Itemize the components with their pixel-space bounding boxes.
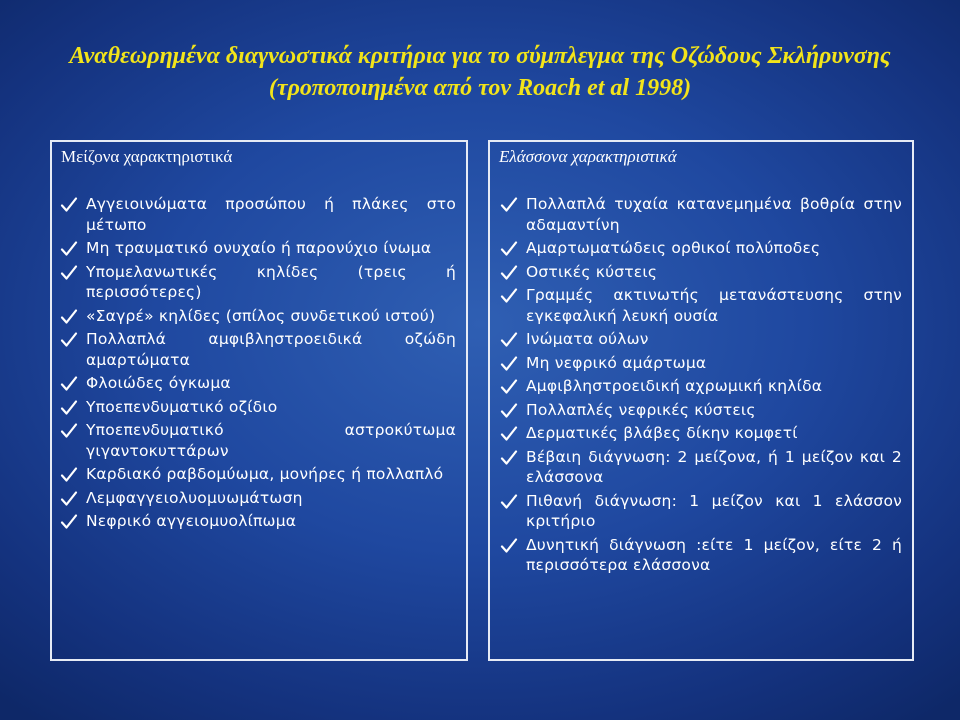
minor-list	[496, 194, 902, 579]
list-item	[496, 262, 902, 283]
list-item	[496, 447, 902, 488]
list-item-text: Γραμμές ακτινωτής μετανάστευσης στην εγκεφαλική λευκή ουσία	[526, 286, 902, 325]
checkmark-icon	[500, 331, 518, 349]
list-item-text: Μη τραυματικό ονυχαίο ή παρονύχιο ίνωμα	[86, 239, 432, 257]
list-item-text: Υπομελανωτικές κηλίδες (τρεις ή περισσότερες)	[86, 262, 456, 301]
list-item	[496, 329, 902, 350]
slide-title	[0, 40, 960, 104]
checkmark-icon	[500, 537, 518, 555]
list-item	[56, 194, 456, 235]
list-item-text: Υποεπενδυματικό οζίδιο	[86, 397, 278, 416]
checkmark-icon	[500, 493, 518, 511]
list-item	[496, 353, 902, 374]
minor-criteria-box	[488, 140, 914, 661]
title-line-2: (τροποποιημένα από τον Roach et al 1998)	[268, 75, 692, 101]
checkmark-icon	[60, 422, 78, 440]
list-item	[56, 262, 456, 303]
list-item-text: Πιθανή διάγνωση: 1 μείζον και 1 ελάσσον κριτήριο	[526, 491, 902, 530]
checkmark-icon	[60, 308, 78, 326]
list-item-text: Πολλαπλά τυχαία κατανεμημένα βοθρία στην αδαμαντίνη	[526, 195, 902, 234]
list-item	[496, 423, 902, 444]
checkmark-icon	[60, 399, 78, 417]
list-item	[496, 400, 902, 421]
checkmark-icon	[60, 331, 78, 349]
checkmark-icon	[500, 264, 518, 282]
checkmark-icon	[500, 287, 518, 305]
list-item	[56, 511, 456, 532]
list-item	[56, 420, 456, 461]
list-item-text: Ινώματα ούλων	[526, 330, 649, 348]
major-criteria-box	[50, 140, 468, 661]
list-item	[56, 329, 456, 370]
checkmark-icon	[60, 196, 78, 214]
list-item-text: Αμφιβληστροειδική αχρωμική κηλίδα	[526, 377, 823, 395]
list-item-text: Πολλαπλά αμφιβληστροειδικά οζώδη αμαρτώματα	[86, 330, 456, 369]
checkmark-icon	[500, 355, 518, 373]
list-item	[496, 285, 902, 326]
minor-heading: Ελάσσονα χαρακτηριστικά	[499, 147, 677, 166]
list-item-text: Μη νεφρικό αμάρτωμα	[526, 353, 707, 372]
checkmark-icon	[60, 264, 78, 282]
list-item-text: Δερματικές βλάβες δίκην κομφετί	[526, 424, 798, 442]
list-item-text: Λεμφαγγειολυομυωμάτωση	[86, 488, 303, 507]
list-item-text: «Σαγρέ» κηλίδες (σπίλος συνδετικού ιστού)	[86, 306, 436, 325]
list-item	[496, 535, 902, 576]
checkmark-icon	[60, 490, 78, 508]
list-item	[496, 194, 902, 235]
major-heading: Μείζονα χαρακτηριστικά	[61, 147, 233, 166]
list-item	[496, 238, 902, 259]
list-item-text: Δυνητική διάγνωση :είτε 1 μείζον, είτε 2 ή περισσότερα ελάσσονα	[526, 535, 902, 574]
list-item-text: Φλοιώδες όγκωμα	[86, 374, 231, 392]
checkmark-icon	[60, 466, 78, 484]
list-item	[56, 373, 456, 394]
checkmark-icon	[500, 196, 518, 214]
list-item-text: Πολλαπλές νεφρικές κύστεις	[526, 400, 756, 419]
checkmark-icon	[500, 425, 518, 443]
major-list	[56, 194, 456, 535]
list-item-text: Νεφρικό αγγειομυολίπωμα	[86, 512, 297, 530]
checkmark-icon	[60, 513, 78, 531]
list-item-text: Καρδιακό ραβδομύωμα, μονήρες ή πολλαπλό	[86, 465, 444, 483]
list-item	[56, 306, 456, 327]
list-item	[56, 397, 456, 418]
list-item	[496, 491, 902, 532]
checkmark-icon	[500, 240, 518, 258]
checkmark-icon	[500, 378, 518, 396]
list-item-text: Αγγειοινώματα προσώπου ή πλάκες στο μέτωπο	[86, 195, 456, 234]
title-line-1: Αναθεωρημένα διαγνωστικά κριτήρια για το σύμπλεγμα της Οζώδους Σκλήρυνσης	[69, 43, 891, 69]
checkmark-icon	[500, 449, 518, 467]
list-item-text: Οστικές κύστεις	[526, 262, 658, 281]
checkmark-icon	[500, 402, 518, 420]
list-item	[496, 376, 902, 397]
list-item-text: Αμαρτωματώδεις ορθικοί πολύποδες	[526, 239, 821, 257]
list-item	[56, 238, 456, 259]
list-item-text: Υποεπενδυματικό αστροκύτωμα γιγαντοκυττάρων	[86, 421, 456, 460]
list-item	[56, 488, 456, 509]
list-item-text: Βέβαιη διάγνωση: 2 μείζονα, ή 1 μείζον και 2 ελάσσονα	[526, 447, 902, 486]
checkmark-icon	[60, 240, 78, 258]
list-item	[56, 464, 456, 485]
checkmark-icon	[60, 375, 78, 393]
